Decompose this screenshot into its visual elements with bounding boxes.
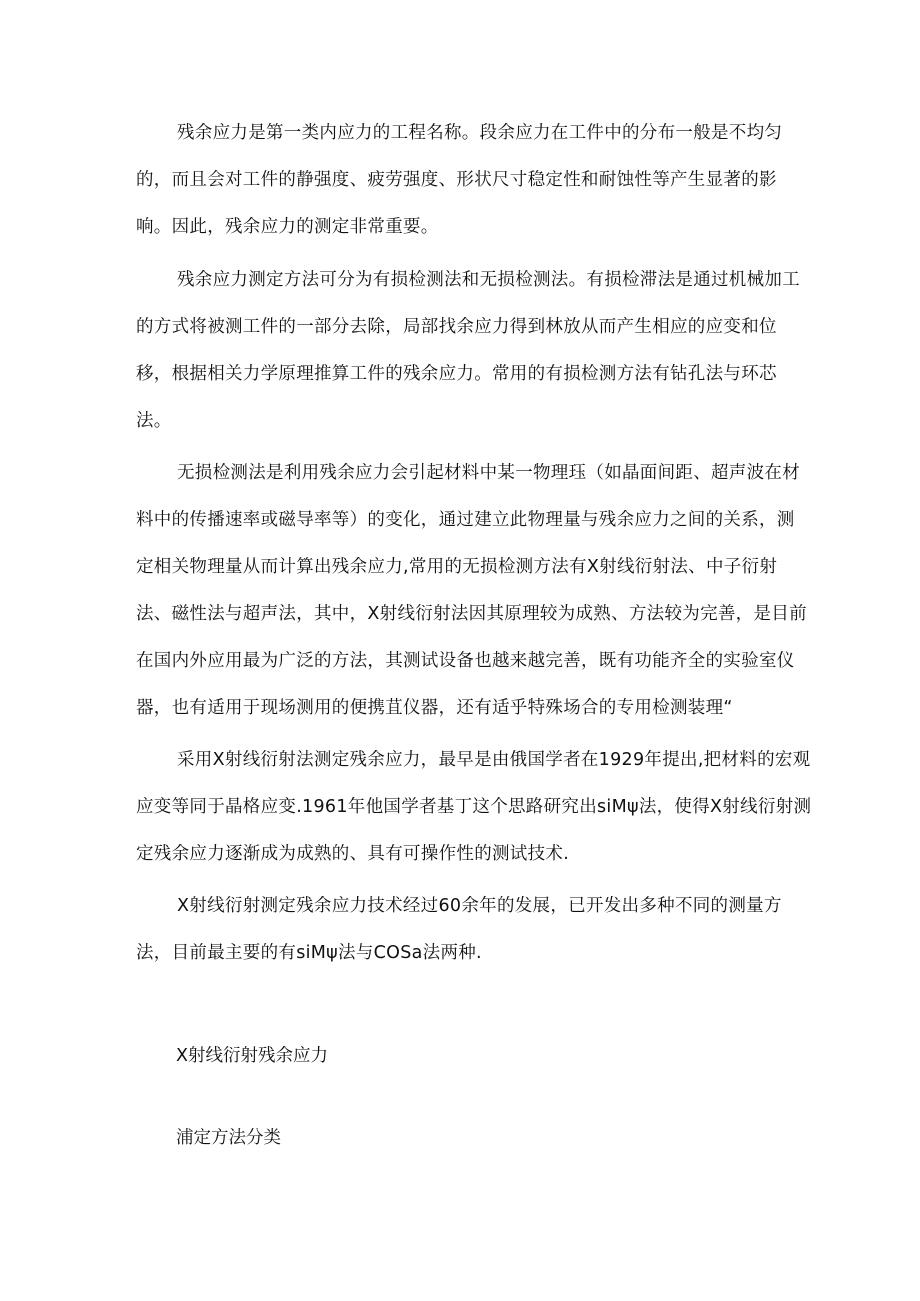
paragraph-3-line-1: 无损检测法是利用残余应力会引起材料中某一物理珏（如晶面间距、超声波在材 bbox=[177, 463, 800, 483]
paragraph-4-line-2: 应变等同于晶格应变.1961年他国学者基丁这个思路研究出siMψ法，使得X射线衍射测 bbox=[136, 797, 812, 817]
paragraph-5-line-2: 法，目前最主要的有siMψ法与COSa法两种. bbox=[136, 943, 482, 963]
paragraph-1-line-2: 的，而且会对工件的静强度、疲劳强度、形状尺寸稳定性和耐蚀性等产生显著的影 bbox=[136, 170, 777, 190]
paragraph-2-line-2: 的方式将被测工件的一部分去除，局部找余应力得到林放从而产生相应的应变和位 bbox=[136, 317, 777, 337]
paragraph-3-line-4: 法、磁性法与超声法，其中，X射线衍射法因其原理较为成熟、方法较为完善，是目前 bbox=[136, 604, 807, 624]
paragraph-3-line-2: 料中的传播速率或磁导率等）的变化，通过建立此物理量与残余应力之间的关系，测 bbox=[136, 510, 795, 530]
paragraph-1-line-1: 残余应力是第一类内应力的工程名称。段余应力在工件中的分布一般是不均匀 bbox=[177, 123, 783, 143]
paragraph-2-line-1: 残余应力测定方法可分为有损检测法和无损检测法。有损检滞法是通过机械加工 bbox=[177, 270, 800, 290]
paragraph-3-line-6: 器，也有适用于现场测用的便携苴仪器，还有适乎特殊场合的专用检测装理“ bbox=[136, 698, 733, 718]
paragraph-3-line-5: 在国内外应用最为广泛的方法，其测试设备也越来越完善，既有功能齐全的实验室仪 bbox=[136, 651, 795, 671]
paragraph-4-line-3: 定残余应力逐渐成为成熟的、具有可操作性的测试技术. bbox=[136, 844, 570, 864]
paragraph-4-line-1: 采用X射线衍射法测定残余应力，最早是由俄国学者在1929年提出,把材料的宏观 bbox=[177, 750, 811, 770]
paragraph-5-line-1: X射线衍射测定残余应力技术经过60余年的发展，已开发出多种不同的测量方 bbox=[177, 896, 782, 916]
section-heading-xray-residual-stress: X射线衍射残余应力 bbox=[176, 1046, 328, 1066]
paragraph-2-line-4: 法。 bbox=[136, 411, 172, 431]
section-heading-method-classification: 浦定方法分类 bbox=[176, 1128, 281, 1148]
paragraph-1-line-3: 响。因此，残余应力的测定非常重要。 bbox=[136, 217, 439, 237]
paragraph-3-line-3: 定相关物理量从而计算出残余应力,常用的无损检测方法有X射线衍射法、中子衍射 bbox=[136, 557, 778, 577]
paragraph-2-line-3: 移，根据相关力学原理推算工件的残余应力。常用的有损检测方法有钻孔法与环芯 bbox=[136, 364, 777, 384]
